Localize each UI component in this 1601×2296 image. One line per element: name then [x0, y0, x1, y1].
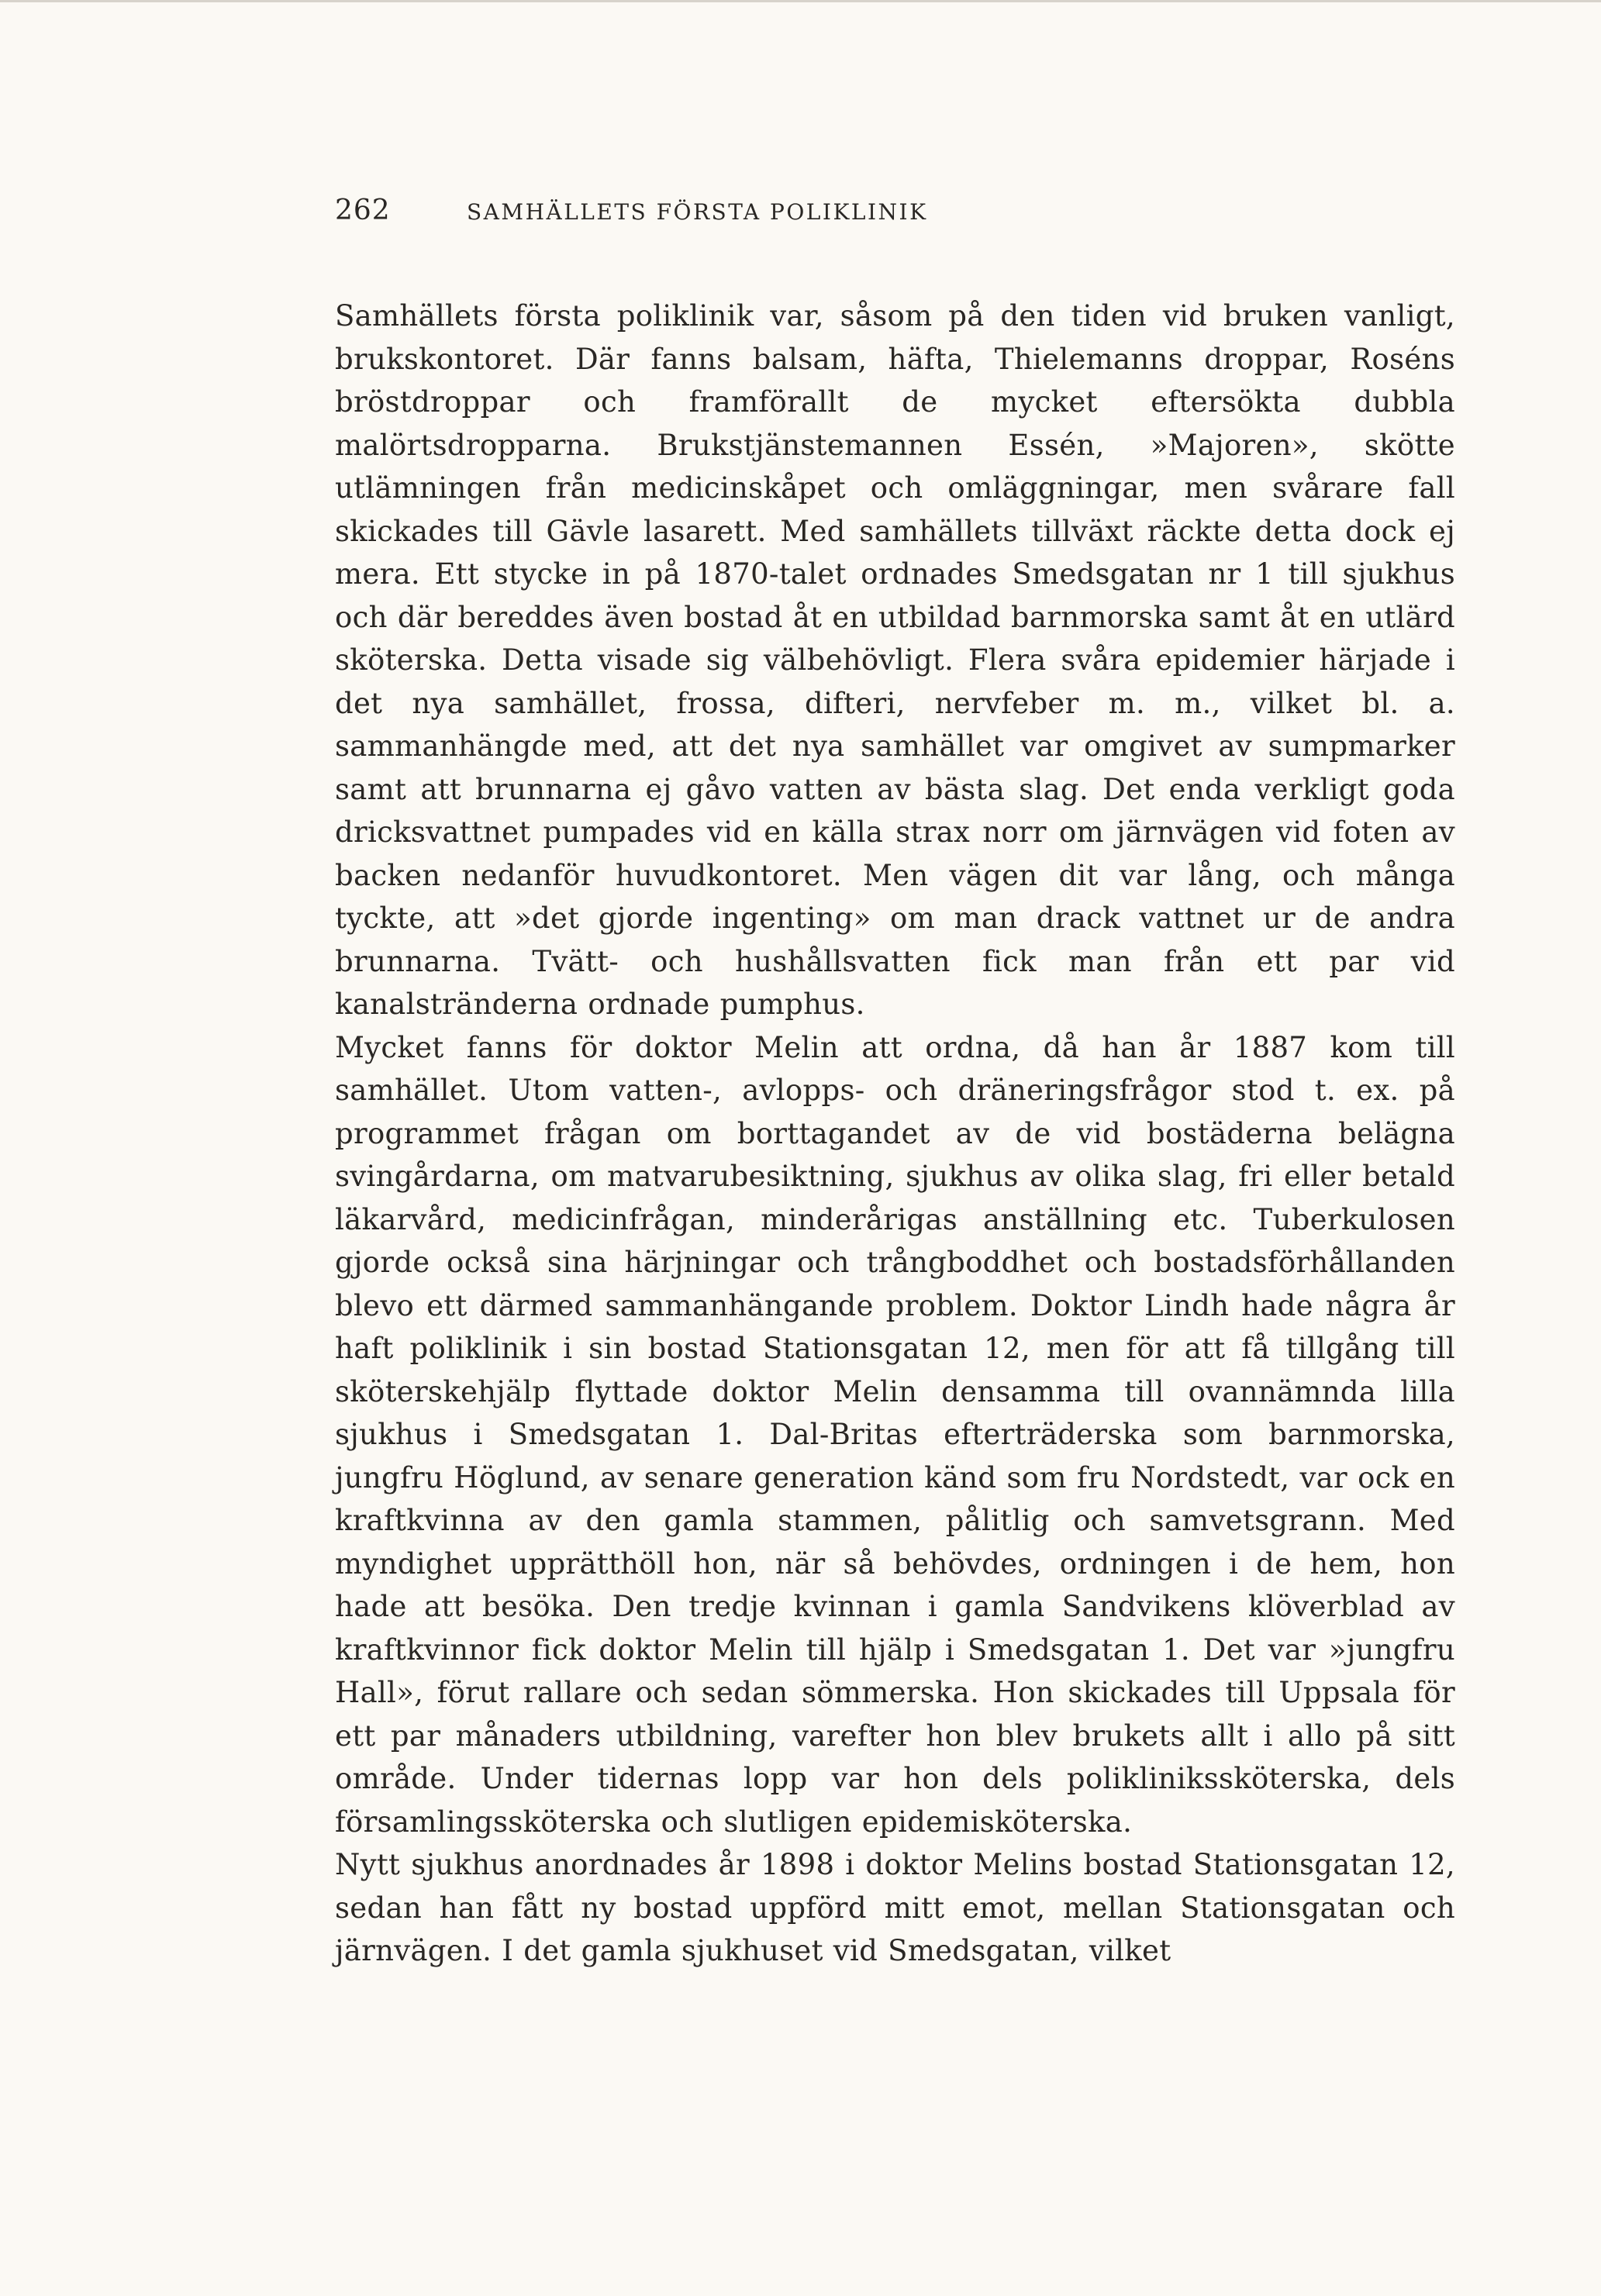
paragraph-1: Samhällets första poliklinik var, såsom på den tiden vid bruken vanligt, brukskontoret. Där fanns balsam, häfta, Thielemanns droppar, Roséns bröstdroppar och framförallt de mycket eftersökta dubbla malörtsdropparna. Brukstjänstemannen Essén, »Majoren», skötte utlämningen från medicinskåpet och omläggningar, men svårare fall skickades till Gävle lasarett. Med samhällets tillväxt räckte detta dock ej mera. Ett stycke in på 1870-talet ordnades Smedsgatan nr 1 till sjukhus och där bereddes även bostad åt en utbildad barnmorska samt åt en utlärd sköterska. Detta visade sig välbehövligt. Flera svåra epidemier härjade i det nya samhället, frossa, difteri, nervfeber m. m., vilket bl. a. sammanhängde med, att det nya samhället var omgivet av sumpmarker samt att brunnarna ej gåvo vatten av bästa slag. Det enda verkligt goda dricksvattnet pumpades vid en källa strax norr om järnvägen vid foten av backen nedanför huvudkontoret. Men vägen dit var lång, och många tyckte, att »det gjorde ingenting» om man drack vattnet ur de andra brunnarna. Tvätt- och hushållsvatten fick man från ett par vid kanalstränderna ordnade pumphus. [335, 299, 1455, 1021]
paragraph-2: Mycket fanns för doktor Melin att ordna, då han år 1887 kom till samhället. Utom vatten-, avlopps- och dräneringsfrågor stod t. ex. på programmet frågan om borttagandet av de vid bostäderna belägna svingårdarna, om matvarubesiktning, sjukhus av olika slag, fri eller betald läkarvård, medicinfrågan, minderårigas anställning etc. Tuberkulosen gjorde också sina härjningar och trångboddhet och bostadsförhållanden blevo ett därmed sammanhängande problem. Doktor Lindh hade några år haft poliklinik i sin bostad Stationsgatan 12, men för att få tillgång till sköterskehjälp flyttade doktor Melin densamma till ovannämnda lilla sjukhus i Smedsgatan 1. Dal-Britas efterträderska som barnmorska, jungfru Höglund, av senare generation känd som fru Nordstedt, var ock en kraftkvinna av den gamla stammen, pålitlig och samvetsgrann. Med myndighet upprätthöll hon, när så behövdes, ordningen i de hem, hon hade att besöka. Den tredje kvinnan i gamla Sandvikens klöverblad av kraftkvinnor fick doktor Melin till hjälp i Smedsgatan 1. Det var »jungfru Hall», förut rallare och sedan sömmerska. Hon skickades till Uppsala för ett par månaders utbildning, varefter hon blev brukets allt i allo på sitt område. Under tidernas lopp var hon dels poliklinikssköterska, dels församlingssköterska och slutligen epidemisköterska. [335, 1030, 1455, 1839]
page-number: 262 [335, 195, 391, 226]
body-text [335, 295, 1455, 1973]
paragraph-3: Nytt sjukhus anordnades år 1898 i doktor Melins bostad Stationsgatan 12, sedan han fått ny bostad uppförd mitt emot, mellan Stationsgatan och järnvägen. I det gamla sjukhuset vid Smedsgatan, vilket [335, 1848, 1455, 1967]
book-page [335, 194, 1455, 1973]
running-title: SAMHÄLLETS FÖRSTA POLIKLINIK [467, 199, 928, 225]
running-head [335, 194, 1455, 240]
page-top-edge [0, 0, 1601, 2]
